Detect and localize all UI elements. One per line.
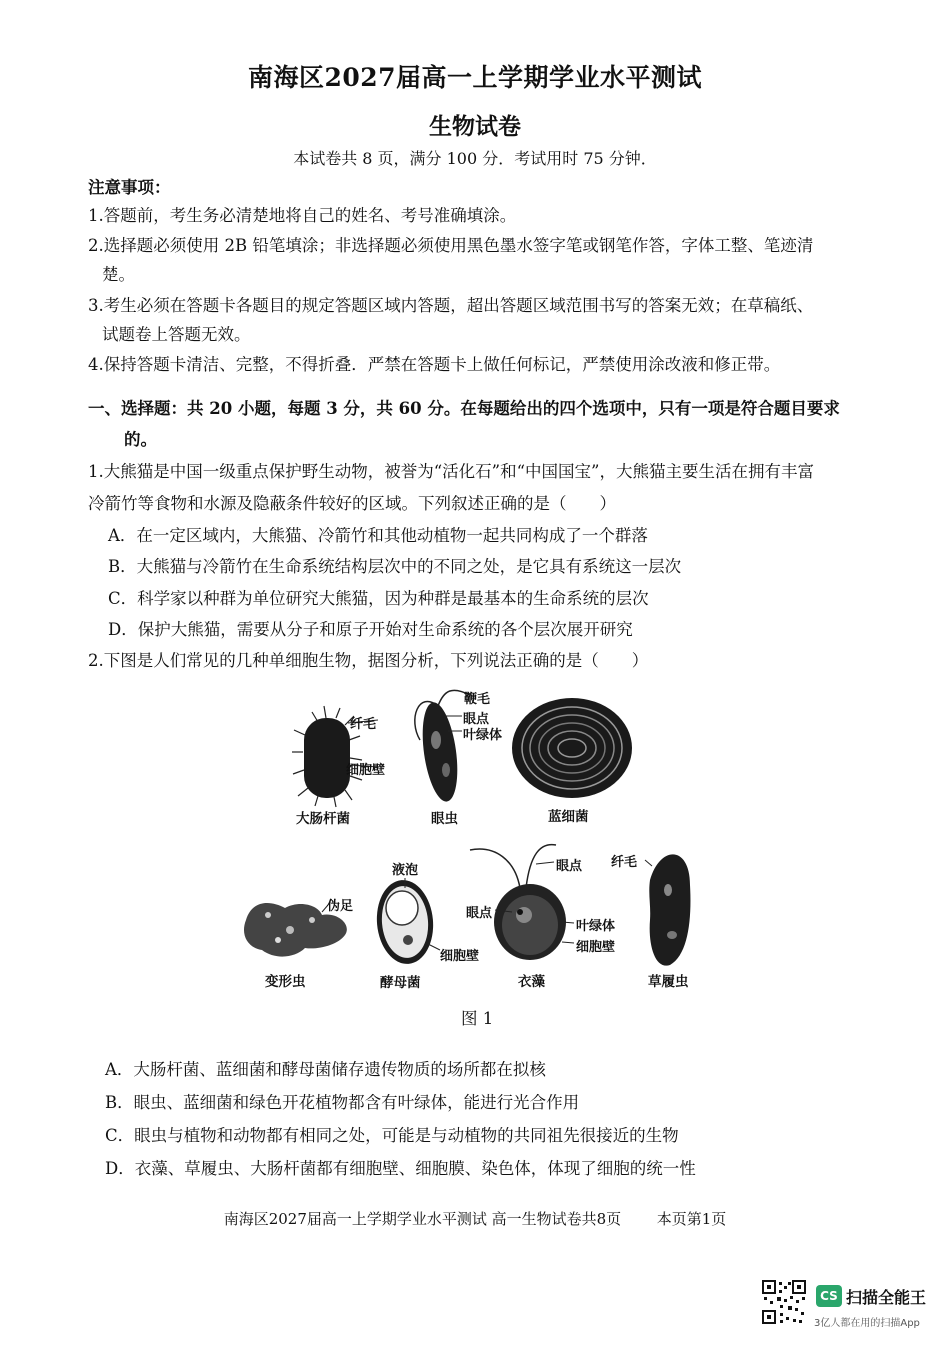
caption-yeast: 酵母菌 <box>380 975 421 991</box>
qr-code <box>762 1280 806 1324</box>
label-chloroplast-euglena: 叶绿体 <box>463 728 503 743</box>
cyanobacterium-drawing <box>512 698 632 798</box>
q1-stem-line2: 冷箭竹等食物和水源及隐蔽条件较好的区域。下列叙述正确的是（ ） <box>88 494 616 513</box>
notes-heading: 注意事项： <box>88 178 171 197</box>
label-eyespot-euglena: 眼点 <box>463 712 490 727</box>
note-1: 1.答题前，考生务必清楚地将自己的姓名、考号准确填涂。 <box>88 206 517 225</box>
label-cilia-paramecium: 纤毛 <box>611 855 638 870</box>
page-footer <box>0 1208 950 1229</box>
caption-amoeba: 变形虫 <box>265 974 306 990</box>
caption-paramecium: 草履虫 <box>648 974 689 990</box>
scanner-app-tagline: 3亿人都在用的扫描App <box>814 1318 920 1329</box>
label-eyespot-chlamy-top: 眼点 <box>556 859 583 874</box>
exam-info: 本试卷共 8 页，满分 100 分．考试用时 75 分钟． <box>293 149 657 168</box>
scanner-app-name: 扫描全能王 <box>846 1288 927 1307</box>
note-4: 4.保持答题卡清洁、完整，不得折叠．严禁在答题卡上做任何标记，严禁使用涂改液和修正带。 <box>88 355 781 374</box>
section-1-heading-cont: 的。 <box>124 430 157 449</box>
footer-page: 本页第1页 <box>656 1210 727 1228</box>
label-chloroplast-chlamy: 叶绿体 <box>576 919 616 934</box>
note-3-line1: 3.考生必须在答题卡各题目的规定答题区域内答题，超出答题区域范围书写的答案无效；在草稿纸、 <box>88 296 814 315</box>
q1-option-c: C．科学家以种群为单位研究大熊猫，因为种群是最基本的生命系统的层次 <box>108 589 649 608</box>
note-3-line2: 试题卷上答题无效。 <box>102 325 251 344</box>
q1-option-b: B．大熊猫与冷箭竹在生命系统结构层次中的不同之处，是它具有系统这一层次 <box>108 557 682 576</box>
q1-option-a: A．在一定区域内，大熊猫、冷箭竹和其他动植物一起共同构成了一个群落 <box>108 526 648 545</box>
q2-stem: 2.下图是人们常见的几种单细胞生物，据图分析，下列说法正确的是（ ） <box>88 651 649 670</box>
euglena-drawing <box>415 690 470 803</box>
figure-caption: 图 1 <box>461 1009 494 1028</box>
subject-title: 生物试卷 <box>429 113 521 140</box>
label-pseudopod: 伪足 <box>327 899 354 914</box>
q2-option-b: B．眼虫、蓝细菌和绿色开花植物都含有叶绿体，能进行光合作用 <box>105 1093 580 1112</box>
caption-ecoli: 大肠杆菌 <box>296 811 350 827</box>
label-cilia-ecoli: 纤毛 <box>350 717 377 732</box>
label-wall-chlamy: 细胞壁 <box>576 940 616 955</box>
label-wall-yeast: 细胞壁 <box>440 949 480 964</box>
q1-stem-line1: 1.大熊猫是中国一级重点保护野生动物，被誉为“活化石”和“中国国宝”，大熊猫主要生活在拥有丰富 <box>88 462 814 481</box>
caption-euglena: 眼虫 <box>431 811 458 827</box>
q2-option-a: A．大肠杆菌、蓝细菌和酵母菌储存遗传物质的场所都在拟核 <box>105 1060 546 1079</box>
scanner-logo-icon: CS <box>816 1285 842 1307</box>
yeast-drawing <box>373 878 440 967</box>
label-flagellum: 鞭毛 <box>464 692 491 707</box>
footer-exam: 南海区2027届高一上学期学业水平测试 高一生物试卷共8页 <box>223 1210 622 1228</box>
q1-option-d: D．保护大熊猫，需要从分子和原子开始对生命系统的各个层次展开研究 <box>108 620 633 639</box>
note-2-line1: 2.选择题必须使用 2B 铅笔填涂；非选择题必须使用黑色墨水签字笔或钢笔作答，字体工整、笔迹清 <box>88 236 814 255</box>
exam-title: 南海区2027届高一上学期学业水平测试 <box>247 63 703 92</box>
paramecium-drawing <box>645 854 690 965</box>
q2-option-c: C．眼虫与植物和动物都有相同之处，可能是与动植物的共同祖先很接近的生物 <box>105 1126 679 1145</box>
q2-option-d: D．衣藻、草履虫、大肠杆菌都有细胞壁、细胞膜、染色体，体现了细胞的统一性 <box>105 1159 696 1178</box>
note-2-line2: 楚。 <box>102 265 135 284</box>
caption-chlamydomonas: 衣藻 <box>518 974 545 990</box>
label-wall-ecoli: 细胞壁 <box>346 763 386 778</box>
label-eyespot-chlamy: 眼点 <box>466 906 493 921</box>
section-1-heading: 一、选择题：共 20 小题，每题 3 分，共 60 分。在每题给出的四个选项中，只有一项是符合题目要求 <box>88 399 840 418</box>
caption-cyanobacterium: 蓝细菌 <box>548 809 589 825</box>
label-vacuole: 液泡 <box>392 863 419 878</box>
